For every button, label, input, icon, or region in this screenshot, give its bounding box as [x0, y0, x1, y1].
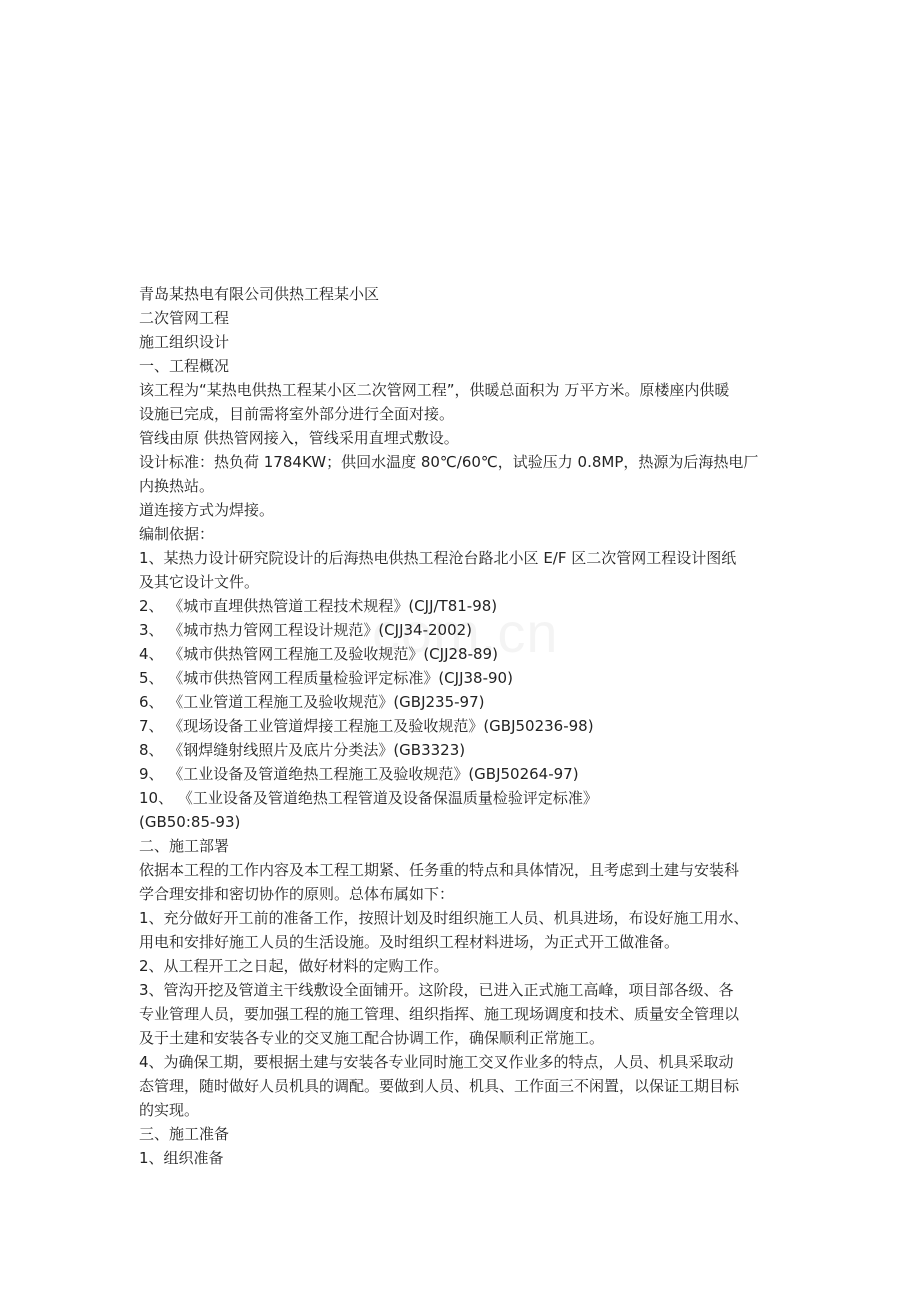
paragraph-line: 1、充分做好开工前的准备工作，按照计划及时组织施工人员、机具进场，布设好施工用水、 [139, 909, 749, 927]
document-body [139, 282, 787, 1170]
doc-title-line-3: 施工组织设计 [139, 333, 230, 351]
list-item: 9、 《工业设备及管道绝热工程施工及验收规范》(GBJ50264-97) [139, 765, 579, 783]
list-item: 8、 《钢焊缝射线照片及底片分类法》(GB3323) [139, 741, 466, 759]
doc-title-line-2: 二次管网工程 [139, 309, 230, 327]
paragraph-line: 专业管理人员，要加强工程的施工管理、组织指挥、施工现场调度和技术、质量安全管理以 [139, 1005, 740, 1023]
paragraph-line: 及于土建和安装各专业的交叉施工配合协调工作，确保顺利正常施工。 [139, 1029, 605, 1047]
paragraph-line: 设计标准：热负荷 1784KW；供回水温度 80℃/60℃，试验压力 0.8MP，热源为后海热电厂 [139, 453, 759, 471]
list-item: 7、 《现场设备工业管道焊接工程施工及验收规范》(GBJ50236-98) [139, 717, 594, 735]
list-item: (GB50:85-93) [139, 813, 241, 831]
paragraph-line: 该工程为“某热电供热工程某小区二次管网工程”，供暖总面积为 万平方米。原楼座内供暖 [139, 381, 730, 399]
doc-title-line-1: 青岛某热电有限公司供热工程某小区 [139, 285, 380, 303]
list-item: 5、 《城市供热管网工程质量检验评定标准》(CJJ38-90) [139, 669, 513, 687]
paragraph-line: 学合理安排和密切协作的原则。总体布属如下： [139, 885, 455, 903]
section-heading-overview: 一、工程概况 [139, 357, 230, 375]
paragraph-line: 依据本工程的工作内容及本工程工期紧、任务重的特点和具体情况，且考虑到土建与安装科 [139, 861, 740, 879]
paragraph-line: 内换热站。 [139, 477, 215, 495]
section-heading-deployment: 二、施工部署 [139, 837, 230, 855]
paragraph-line: 4、为确保工期，要根据土建与安装各专业同时施工交叉作业多的特点，人员、机具采取动 [139, 1053, 734, 1071]
list-item: 3、 《城市热力管网工程设计规范》(CJJ34-2002) [139, 621, 473, 639]
paragraph-line: 态管理，随时做好人员机具的调配。要做到人员、机具、工作面三不闲置，以保证工期目标 [139, 1077, 740, 1095]
paragraph-line: 2、从工程开工之日起，做好材料的定购工作。 [139, 957, 449, 975]
paragraph-line: 设施已完成，目前需将室外部分进行全面对接。 [139, 405, 455, 423]
list-item: 10、 《工业设备及管道绝热工程管道及设备保温质量检验评定标准》 [139, 789, 598, 807]
list-item: 及其它设计文件。 [139, 573, 260, 591]
list-item: 1、某热力设计研究院设计的后海热电供热工程沧台路北小区 E/F 区二次管网工程设计图纸 [139, 549, 737, 567]
paragraph-line: 管线由原 供热管网接入，管线采用直埋式敷设。 [139, 429, 459, 447]
paragraph-line: 用电和安排好施工人员的生活设施。及时组织工程材料进场，为正式开工做准备。 [139, 933, 680, 951]
list-item: 4、 《城市供热管网工程施工及验收规范》(CJJ28-89) [139, 645, 498, 663]
paragraph-line: 的实现。 [139, 1101, 200, 1119]
subheading-basis: 编制依据： [139, 525, 215, 543]
section-heading-preparation: 三、施工准备 [139, 1125, 230, 1143]
list-item: 2、 《城市直埋供热管道工程技术规程》(CJJ/T81-98) [139, 597, 498, 615]
subheading-organization: 1、组织准备 [139, 1149, 224, 1167]
paragraph-line: 道连接方式为焊接。 [139, 501, 275, 519]
list-item: 6、 《工业管道工程施工及验收规范》(GBJ235-97) [139, 693, 485, 711]
paragraph-line: 3、管沟开挖及管道主干线敷设全面铺开。这阶段，已进入正式施工高峰，项目部各级、各 [139, 981, 734, 999]
